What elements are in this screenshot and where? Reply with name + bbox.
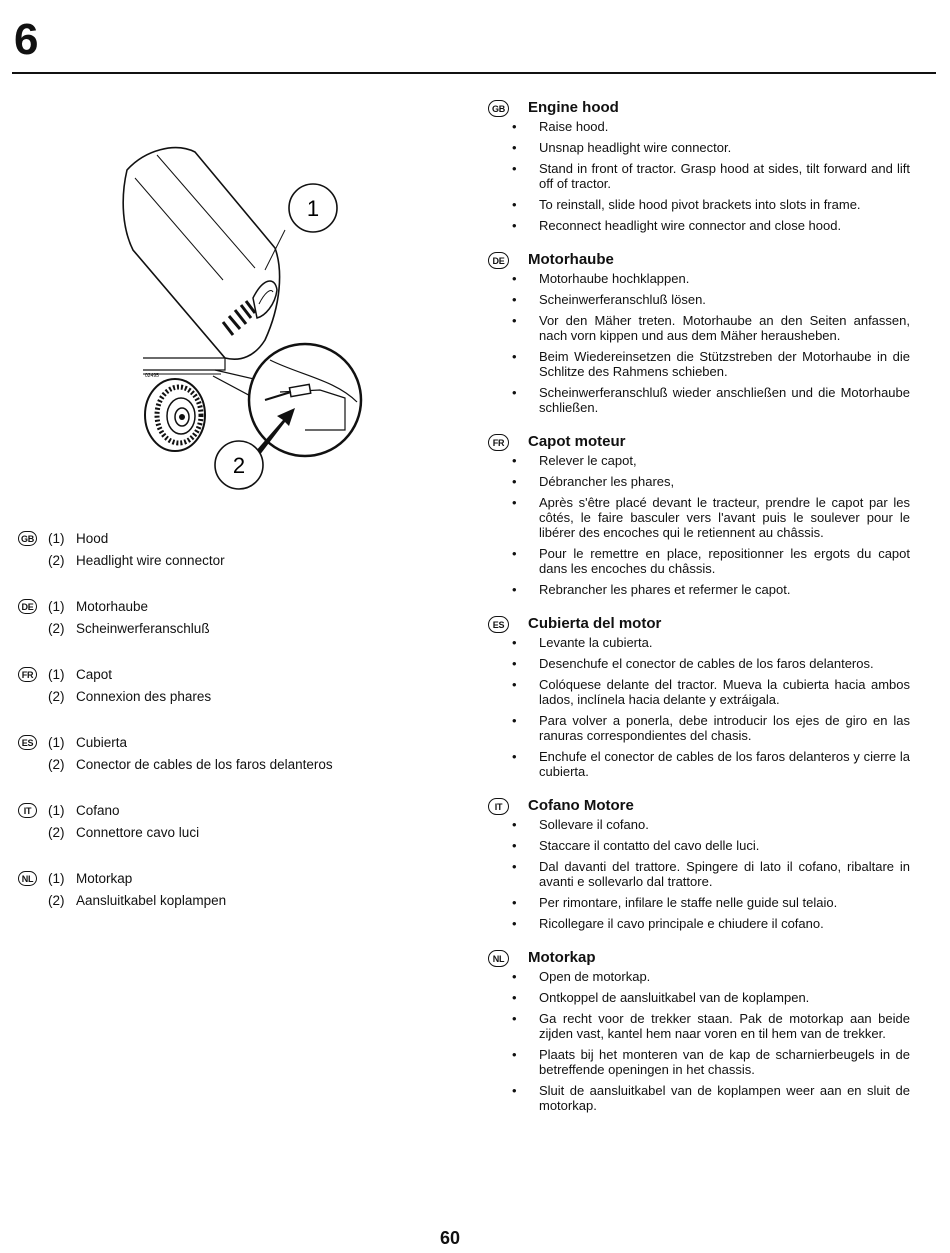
lang-badge-icon: ES [18,735,37,750]
legend-group-de [18,596,378,640]
tractor-frame [143,358,225,370]
header-rule [12,72,936,74]
lang-badge-icon: ES [488,616,509,633]
lang-badge-icon: DE [18,599,37,614]
list-item: • To reinstall, slide hood pivot brackets into slots in frame. [484,197,910,212]
list-item: • Ontkoppel de aansluitkabel van de koplampen. [484,990,910,1005]
legend-item: (1) Motorhaube [48,599,149,614]
section-de [484,249,910,415]
section-title: Motorhaube [528,251,614,268]
legend-item: (1) Hood [48,531,109,546]
lang-badge-icon: NL [488,950,509,967]
list-item: • Ricollegare il cavo principale e chiudere il cofano. [484,916,910,931]
section-heading [484,249,910,271]
section-heading [484,431,910,453]
section-es [484,613,910,779]
legend-item: (2) Connettore cavo luci [48,825,200,840]
section-nl [484,947,910,1113]
list-item: • Raise hood. [484,119,910,134]
legend-item: (1) Motorkap [48,871,133,886]
callout-label-1: 1 [306,196,320,221]
legend-item: (1) Capot [48,667,113,682]
legend-item: (2) Headlight wire connector [48,553,225,568]
section-gb [484,97,910,233]
legend-item: (1) Cofano [48,803,120,818]
legend-item: (2) Connexion des phares [48,689,212,704]
section-title: Capot moteur [528,433,626,450]
list-item: • Rebrancher les phares et refermer le capot. [484,582,910,597]
list-item: • Per rimontare, infilare le staffe nelle guide sul telaio. [484,895,910,910]
section-title: Cofano Motore [528,797,634,814]
section-heading [484,947,910,969]
front-wheel [145,379,205,451]
lang-badge-icon: IT [18,803,37,818]
section-it [484,795,910,931]
bullet-list [484,271,910,415]
lang-badge-icon: IT [488,798,509,815]
hood-outline [123,148,279,360]
list-item: • Unsnap headlight wire connector. [484,140,910,155]
list-item: • Vor den Mäher treten. Motorhaube an den Seiten anfassen, nach vorn kippen und aus dem Mäher herausheben. [484,313,910,343]
legend-item: (2) Conector de cables de los faros delanteros [48,757,333,772]
lang-badge-icon: GB [488,100,509,117]
legend-group-it [18,800,378,844]
legend-item: (1) Cubierta [48,735,128,750]
legend-group-nl [18,868,378,912]
legend-item: (2) Scheinwerferanschluß [48,621,210,636]
list-item: • Colóquese delante del tractor. Mueva la cubierta hacia ambos lados, inclínela hacia delante y extráigala. [484,677,910,707]
section-title: Cubierta del motor [528,615,662,632]
list-item: • Sollevare il cofano. [484,817,910,832]
legend-item: (2) Aansluitkabel koplampen [48,893,227,908]
list-item: • Levante la cubierta. [484,635,910,650]
figure-legend [18,528,378,936]
list-item: • Scheinwerferanschluß wieder anschließen und die Motorhaube schließen. [484,385,910,415]
legend-group-gb [18,528,378,572]
section-fr [484,431,910,597]
list-item: • Pour le remettre en place, repositionner les ergots du capot dans les encoches du châssis. [484,546,910,576]
list-item: • Sluit de aansluitkabel van de koplampen weer aan en sluit de motorkap. [484,1083,910,1113]
list-item: • Stand in front of tractor. Grasp hood at sides, tilt forward and lift off of tractor. [484,161,910,191]
lang-badge-icon: GB [18,531,37,546]
section-heading [484,613,910,635]
list-item: • Motorhaube hochklappen. [484,271,910,286]
list-item: • Enchufe el conector de cables de los faros delanteros y cierre la cubierta. [484,749,910,779]
list-item: • Para volver a ponerla, debe introducir los ejes de giro en las ranuras correspondientes del chasis. [484,713,910,743]
bullet-list [484,969,910,1113]
list-item: • Ga recht voor de trekker staan. Pak de motorkap aan beide zijden vast, kantel hem naar voren en til hem van de trekker. [484,1011,910,1041]
list-item: • Desenchufe el conector de cables de los faros delanteros. [484,656,910,671]
lang-badge-icon: FR [488,434,509,451]
list-item: • Beim Wiedereinsetzen die Stützstreben der Motorhaube in die Schlitze des Rahmens schieben. [484,349,910,379]
list-item: • Reconnect headlight wire connector and close hood. [484,218,910,233]
bullet-list [484,119,910,233]
lang-badge-icon: FR [18,667,37,682]
chapter-number: 6 [14,15,39,64]
list-item: • Open de motorkap. [484,969,910,984]
section-heading [484,97,910,119]
list-item: • Relever le capot, [484,453,910,468]
bullet-list [484,453,910,597]
list-item: • Dal davanti del trattore. Spingere di lato il cofano, ribaltare in avanti e sollevarlo dal trattore. [484,859,910,889]
hood-illustration [105,130,375,500]
list-item: • Après s'être placé devant le tracteur, prendre le capot par les côtés, le faire basculer vers l'avant puis le soulever pour le libérer des encoches qui le retiennent au châssis. [484,495,910,540]
instructions-column [484,97,910,1129]
lang-badge-icon: NL [18,871,37,886]
list-item: • Scheinwerferanschluß lösen. [484,292,910,307]
section-heading [484,795,910,817]
section-title: Engine hood [528,99,619,116]
list-item: • Débrancher les phares, [484,474,910,489]
frame-plate-text: 02495 [145,373,159,379]
lang-badge-icon: DE [488,252,509,269]
list-item: • Plaats bij het monteren van de kap de scharnierbeugels in de betreffende openingen in het chassis. [484,1047,910,1077]
page-number: 60 [440,1228,461,1248]
callout-label-2: 2 [232,453,246,478]
legend-group-fr [18,664,378,708]
list-item: • Staccare il contatto del cavo delle luci. [484,838,910,853]
bullet-list [484,817,910,931]
bullet-list [484,635,910,779]
legend-group-es [18,732,378,776]
section-title: Motorkap [528,949,596,966]
